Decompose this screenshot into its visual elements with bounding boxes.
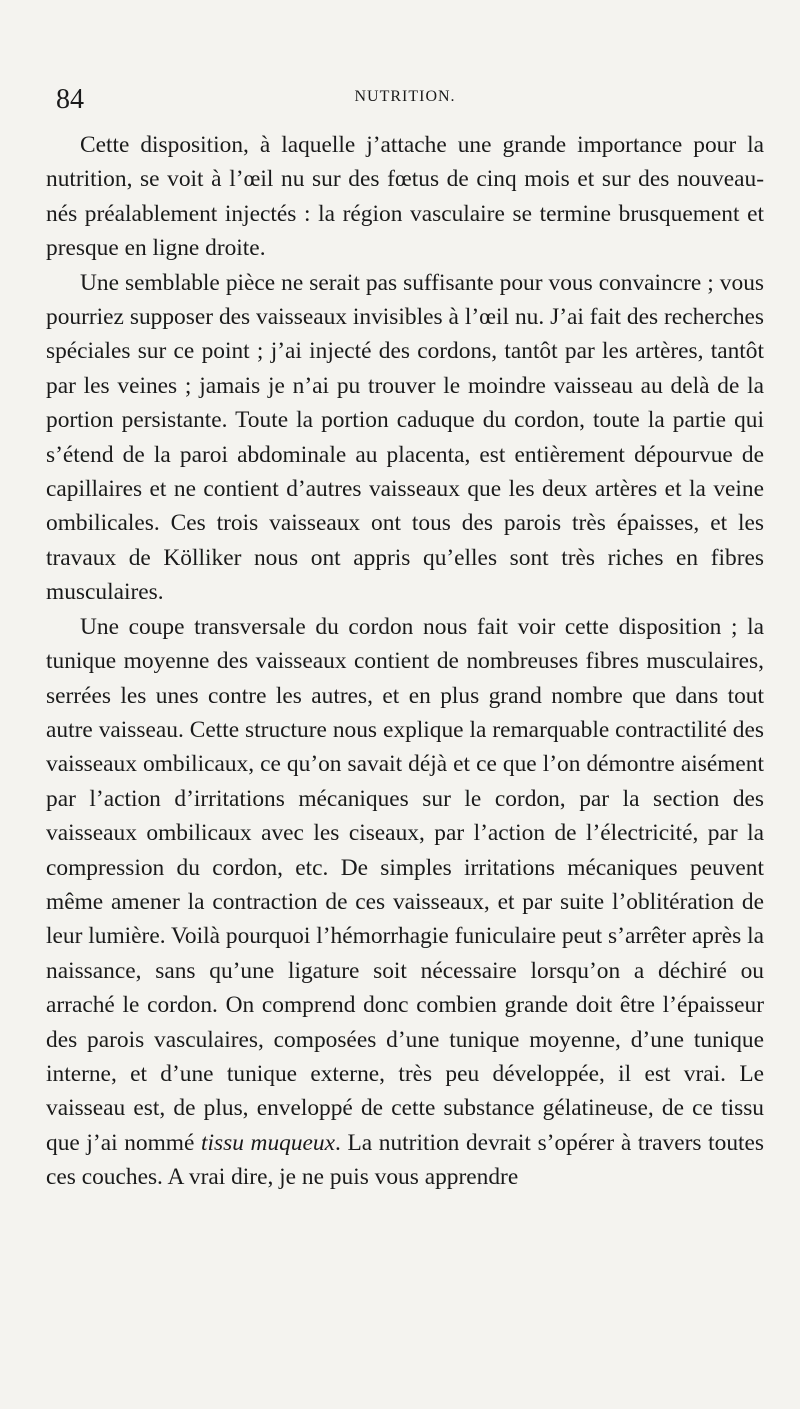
paragraph-3-text-after: . La nutrition devrait s’opérer à travers toutes ces couches. A vrai dire, je ne puis vous apprendre: [46, 1129, 764, 1191]
paragraph-3-emphasis: tissu muqueux: [201, 1129, 335, 1156]
paragraph-1: Cette disposition, à laquelle j’attache une grande importance pour la nutrition, se voit à l’œil nu sur des fœtus de cinq mois et sur des nouveau-nés préalablement injectés : la région vasculaire se termine brusquement et presque en ligne droite.: [46, 132, 764, 262]
body-text: [46, 128, 764, 1195]
page-header: [46, 82, 764, 122]
running-title: NUTRITION.: [354, 88, 456, 105]
page-number: 84: [56, 84, 84, 115]
paragraph-3: [46, 610, 764, 1195]
paragraph-3-text-before: Une coupe transversale du cordon nous fait voir cette disposition ; la tunique moyenne des vaisseaux contient de nombreuses fibres musculaires, serrées les unes contre les autres, et en plus grand nombre que dans tout autre vaisseau. Cette structure nous explique la remarquable contractilité des vaisseaux ombilicaux, ce qu’on savait déjà et ce que l’on démontre aisément par l’action d’irritations mécaniques sur le cordon, par la section des vaisseaux ombilicaux avec les ciseaux, par l’action de l’électricité, par la compression du cordon, etc. De simples irritations mécaniques peuvent même amener la contraction de ces vaisseaux, et par suite l’oblitération de leur lumière. Voilà pourquoi l’hémorrhagie funiculaire peut s’arrêter après la naissance, sans qu’une ligature soit nécessaire lorsqu’on a déchiré ou arraché le cordon. On comprend donc combien grande doit être l’épaisseur des parois vasculaires, composées d’une tunique moyenne, d’une tunique interne, et d’une tunique externe, très peu développée, il est vrai. Le vaisseau est, de plus, enveloppé de cette substance gélatineuse, de ce tissu que j’ai nommé: [46, 613, 764, 1156]
paragraph-2: Une semblable pièce ne serait pas suffisante pour vous convaincre ; vous pourriez supposer des vaisseaux invisibles à l’œil nu. J’ai fait des recherches spéciales sur ce point ; j’ai injecté des cordons, tantôt par les artères, tantôt par les veines ; jamais je n’ai pu trouver le moindre vaisseau au delà de la portion persistante. Toute la portion caduque du cordon, toute la partie qui s’étend de la paroi abdominale au placenta, est entièrement dépourvue de capillaires et ne contient d’autres vaisseaux que les deux artères et la veine ombilicales. Ces trois vaisseaux ont tous des parois très épaisses, et les travaux de Kölliker nous ont appris qu’elles sont très riches en fibres musculaires.: [46, 269, 764, 606]
